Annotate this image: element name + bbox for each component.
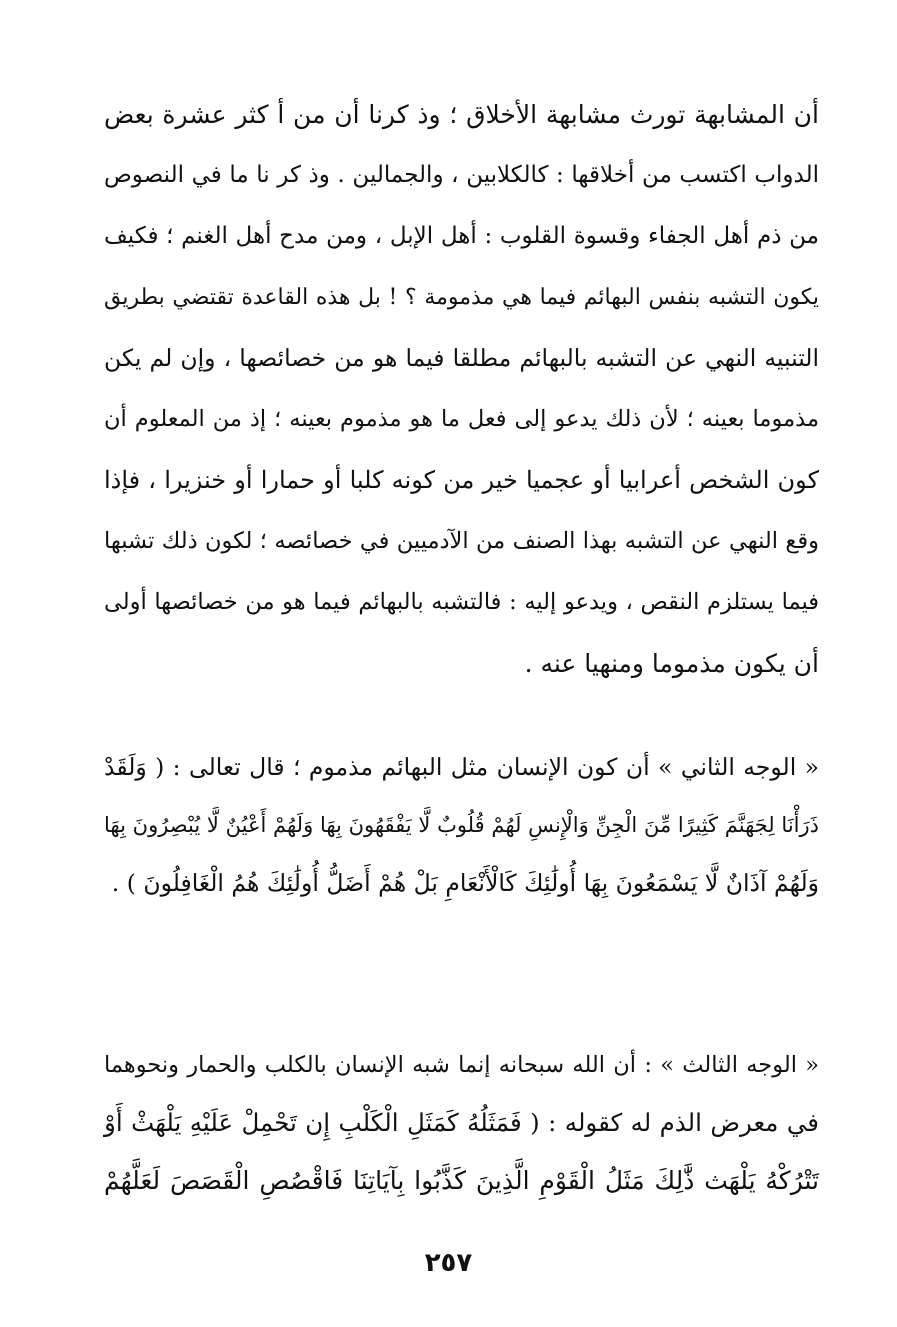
text-line: كون الشخص أعرابيا أو عجميا خير من كونه كلبا أو حمارا أو خنزيرا ، فإذا [104, 466, 819, 494]
quran-verse-line: وَلَهُمْ آذَانٌ لَّا يَسْمَعُونَ بِهَا أُولَٰئِكَ كَالْأَنْعَامِ بَلْ هُمْ أَضَلُّ أُولَٰئِكَ هُمُ الْغَافِلُونَ ) . [111, 869, 819, 897]
text-line: أن المشابهة تورث مشابهة الأخلاق ؛ وذ كرنا أن من أ كثر عشرة بعض [104, 100, 819, 129]
text-line: مذموما بعينه ؛ لأن ذلك يدعو إلى فعل ما هو مذموم بعينه ؛ إذ من المعلوم أن [104, 406, 819, 432]
paragraph-first [104, 84, 819, 694]
quran-verse-line: ذَرَأْنَا لِجَهَنَّمَ كَثِيرًا مِّنَ الْجِنِّ وَالْإِنسِ لَهُمْ قُلُوبٌ لَّا يَفْقَهُونَ بِهَا وَلَهُمْ أَعْيُنٌ لَّا يُبْصِرُونَ بِهَا [104, 813, 819, 837]
text-line: التنبيه النهي عن التشبه بالبهائم مطلقا فيما هو من خصائصها ، وإن لم يكن [104, 344, 819, 372]
text-line: فيما يستلزم النقص ، ويدعو إليه : فالتشبه بالبهائم فيما هو من خصائصها أولى [104, 589, 819, 615]
quran-verse-line: في معرض الذم له كقوله : ( فَمَثَلُهُ كَمَثَلِ الْكَلْبِ إِن تَحْمِلْ عَلَيْهِ يَلْهَثْ أَوْ [104, 1108, 819, 1137]
page-number: ٢٥٧ [424, 1248, 473, 1278]
text-line: أن يكون مذموما ومنهيا عنه . [524, 649, 819, 678]
quran-verse-line: تَتْرُكْهُ يَلْهَث ذَّٰلِكَ مَثَلُ الْقَوْمِ الَّذِينَ كَذَّبُوا بِآيَاتِنَا فَاقْصُصِ الْقَصَصَ لَعَلَّهُمْ [104, 1166, 819, 1195]
text-line: وقع النهي عن التشبه بهذا الصنف من الآدميين في خصائصه ؛ لكون ذلك تشبها [104, 528, 819, 554]
text-line: يكون التشبه بنفس البهائم فيما هي مذمومة ؟ ! بل هذه القاعدة تقتضي بطريق [104, 285, 819, 310]
text-line: من ذم أهل الجفاء وقسوة القلوب : أهل الإبل ، ومن مدح أهل الغنم ؛ فكيف [104, 223, 819, 249]
text-line: « الوجه الثالث » : أن الله سبحانه إنما شبه الإنسان بالكلب والحمار ونحوهما [104, 1052, 819, 1078]
text-line: الدواب اكتسب من أخلاقها : كالكلابين ، والجمالين . وذ كر نا ما في النصوص [104, 162, 819, 188]
paragraph-third-aspect [104, 1036, 819, 1210]
paragraph-second-aspect [104, 738, 819, 912]
text-line: « الوجه الثاني » أن كون الإنسان مثل البهائم مذموم ؛ قال تعالى : ( وَلَقَدْ [104, 753, 819, 781]
